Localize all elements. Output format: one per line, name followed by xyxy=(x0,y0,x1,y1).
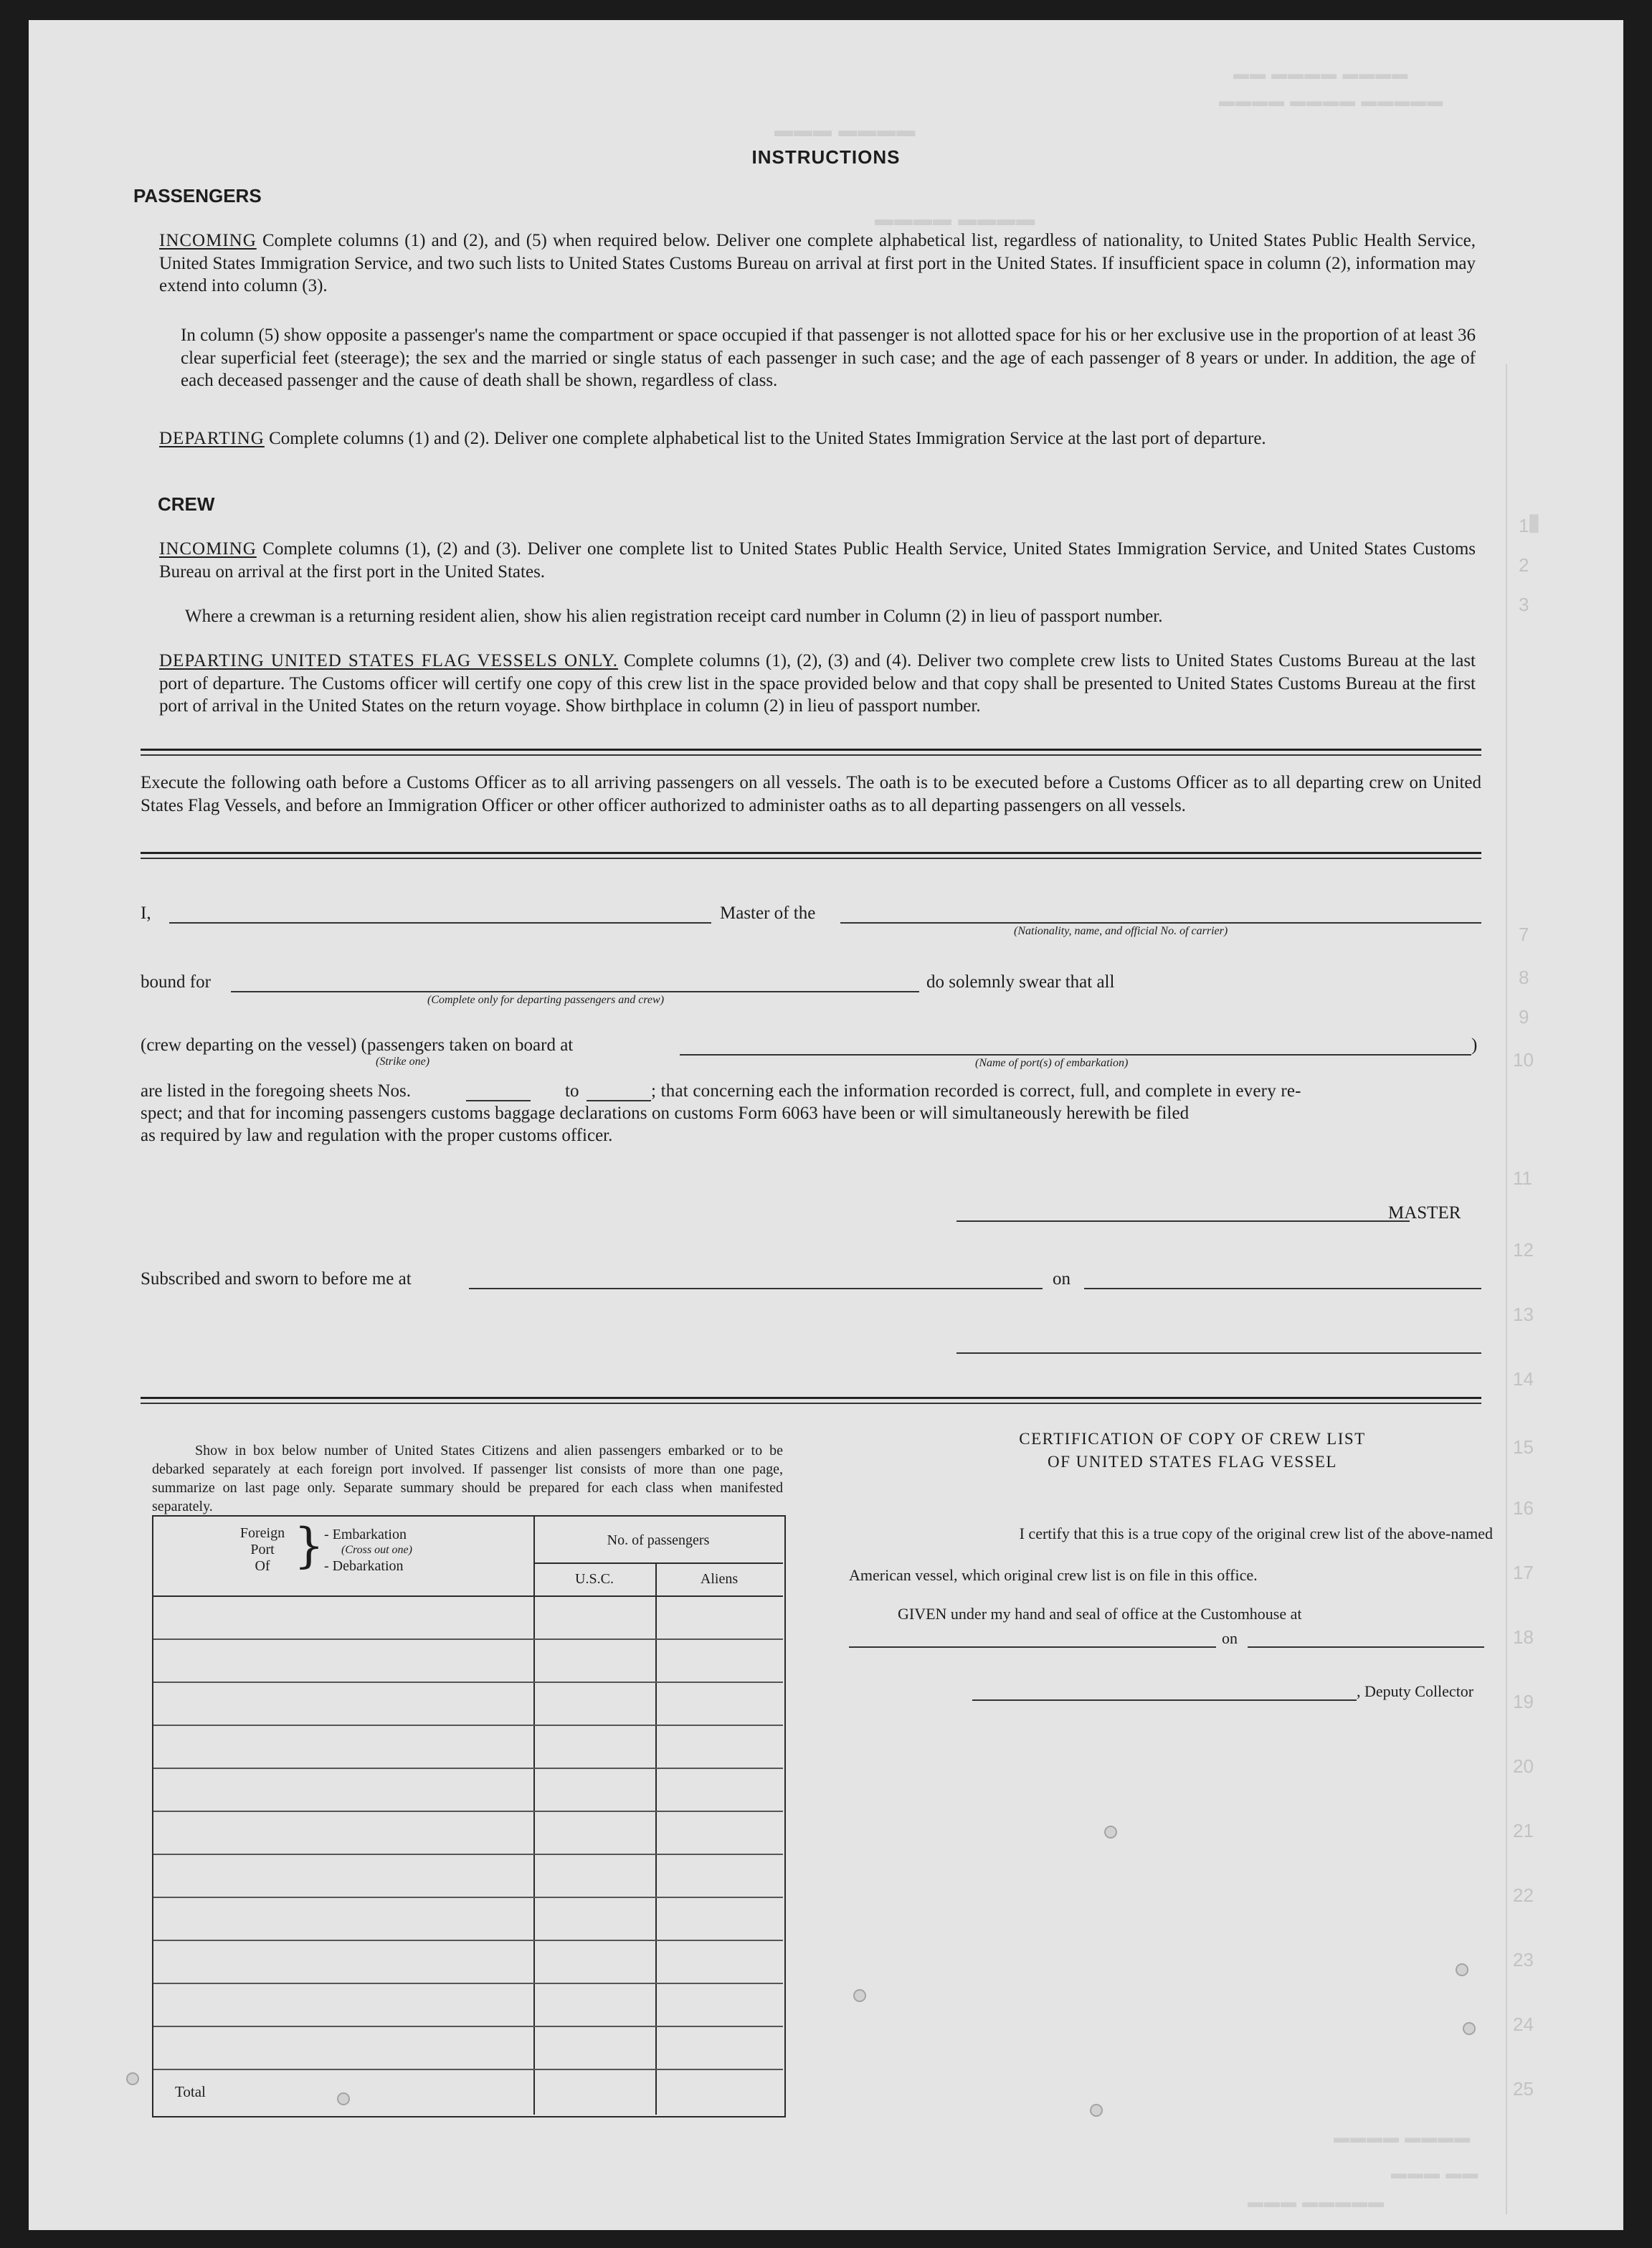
listed-text-d: as required by law and regulation with the proper customs officer. xyxy=(141,1126,613,1145)
bleed-through: ▬▬▬ ▬▬▬▬▬ xyxy=(1248,2193,1385,2211)
brace-icon: } xyxy=(294,1518,324,1573)
bleed-through: ▬▬▬ ▬▬▬▬ xyxy=(774,119,916,141)
departing-text: Complete columns (1) and (2). Deliver one complete alphabetical list to the United States Immigration Service at the last port of departure. xyxy=(264,429,1266,448)
usc-header: U.S.C. xyxy=(575,1571,614,1587)
listed-text-b: ; that concerning each the information recorded is correct, full, and complete in every re- xyxy=(651,1081,1301,1101)
divider xyxy=(141,1397,1481,1399)
deputy-collector-label: , Deputy Collector xyxy=(1357,1682,1474,1700)
aliens-header: Aliens xyxy=(700,1571,739,1587)
bleed-row-number: 20 xyxy=(1513,1755,1534,1777)
bleed-row-number: 2 xyxy=(1519,554,1529,576)
incoming-label: INCOMING xyxy=(159,231,257,250)
bleed-row-number: 12 xyxy=(1513,1239,1534,1261)
port-label: Port xyxy=(250,1542,275,1557)
bleed-through: ▬▬▬▬ ▬▬▬▬ xyxy=(875,208,1036,229)
bleed-row-number: 13 xyxy=(1513,1304,1534,1325)
table-row[interactable] xyxy=(153,1638,783,1640)
crew-incoming-label: INCOMING xyxy=(159,539,257,559)
table-row[interactable] xyxy=(153,1682,783,1683)
bleed-row-number: 16 xyxy=(1513,1497,1534,1519)
crew-departing-label: DEPARTING UNITED STATES FLAG VESSELS ONLY. xyxy=(159,651,619,670)
bleed-row-number: 23 xyxy=(1513,1949,1534,1970)
divider xyxy=(141,1403,1481,1404)
bound-for-field[interactable] xyxy=(231,991,919,992)
scan-speck xyxy=(1463,2022,1476,2035)
master-signature-field[interactable] xyxy=(956,1220,1410,1222)
bound-for-note: (Complete only for departing passengers and crew) xyxy=(427,994,665,1006)
bleed-row-number: 11 xyxy=(1513,1167,1532,1189)
table-row[interactable] xyxy=(153,1897,783,1898)
bleed-row-number: 25 xyxy=(1513,2078,1534,2100)
bleed-row-number: 21 xyxy=(1513,1820,1534,1841)
bleed-row-number: 15 xyxy=(1513,1436,1534,1458)
bleed-row-number: 19 xyxy=(1513,1691,1534,1712)
bleed-row-number: 10 xyxy=(1513,1049,1534,1071)
bleed-row-number: 22 xyxy=(1513,1884,1534,1906)
divider xyxy=(141,749,1481,751)
certification-title-1: CERTIFICATION OF COPY OF CREW LIST xyxy=(1019,1430,1366,1448)
listed-text-c: spect; and that for incoming passengers customs baggage declarations on customs Form 6063 have been or will simultaneously herewith be filed xyxy=(141,1104,1190,1123)
foreign-port-of-label xyxy=(237,1525,288,1575)
table-row[interactable] xyxy=(153,1811,783,1812)
embarkation-label: - Embarkation xyxy=(324,1527,407,1542)
crew-resident-paragraph: Where a crewman is a returning resident alien, show his alien registration receipt card number in Column (2) in lieu of passport number. xyxy=(185,607,1163,626)
bleed-row-number: 17 xyxy=(1513,1562,1534,1583)
departing-label: DEPARTING xyxy=(159,429,265,448)
master-label: MASTER xyxy=(1388,1203,1461,1223)
divider xyxy=(141,858,1481,859)
table-row[interactable] xyxy=(153,2069,783,2070)
table-row[interactable] xyxy=(153,1983,783,1984)
table-row[interactable] xyxy=(153,1768,783,1769)
bleed-row-number: 8 xyxy=(1519,967,1529,988)
bleed-through: ▬▬▬▬ ▬▬▬▬ ▬▬▬▬▬ xyxy=(1219,92,1444,110)
crew-departing-text: Complete columns (1), (2), (3) and (4). Deliver two complete crew lists to United States Customs Bureau at the last port of departure. The Customs officer will certify one copy of this crew list in the space provided below and that copy shall be presented to United States Customs Bureau at the first port of arrival in the United States on the return voyage. Show birthplace in column (2) in lieu of passport number. xyxy=(159,651,1476,716)
listed-text-a: are listed in the foregoing sheets Nos. xyxy=(141,1081,411,1101)
crew-incoming-paragraph xyxy=(159,538,1476,583)
bleed-through: ▬▬ ▬▬▬▬ ▬▬▬▬ xyxy=(1233,65,1409,82)
table-row[interactable] xyxy=(153,1854,783,1855)
passengers-heading: PASSENGERS xyxy=(133,185,262,207)
subscribed-label: Subscribed and sworn to before me at xyxy=(141,1269,412,1289)
sheet-from-field[interactable] xyxy=(466,1100,531,1101)
table-col-divider xyxy=(655,1562,657,2115)
carrier-field[interactable] xyxy=(840,922,1481,924)
form-sheet xyxy=(29,20,1623,2230)
sworn-on-label: on xyxy=(1053,1269,1071,1289)
passengers-column5-paragraph: In column (5) show opposite a passenger's name the compartment or space occupied if that passenger is not allotted space for his or her exclusive use in the proportion of at least 36 clear superficial feet (steerage); the sex and the married or single status of each passenger in such case; and the age of each passenger of 8 years or under. In addition, the age of each deceased passenger and the cause of death shall be shown, regardless of class. xyxy=(181,326,1476,390)
close-paren: ) xyxy=(1471,1035,1478,1055)
certification-title-2: OF UNITED STATES FLAG VESSEL xyxy=(1048,1453,1337,1471)
table-header-divider xyxy=(533,1562,783,1564)
scan-speck xyxy=(1104,1826,1117,1839)
cross-out-note: (Cross out one) xyxy=(341,1544,412,1556)
crew-departing-paragraph xyxy=(159,650,1476,718)
no-passengers-header: No. of passengers xyxy=(607,1532,710,1548)
sheet-to-field[interactable] xyxy=(587,1100,651,1101)
officer-signature-field[interactable] xyxy=(956,1352,1481,1354)
total-label: Total xyxy=(175,2083,206,2100)
crew-incoming-text: Complete columns (1), (2) and (3). Deliver one complete list to United States Public Health Service, United States Immigration Service, and United States Customs Bureau on arrival at the first port in the United States. xyxy=(159,539,1476,582)
bleed-row-number: 7 xyxy=(1519,924,1529,945)
foreign-label: Foreign xyxy=(239,1525,285,1541)
american-vessel-text: American vessel, which original crew list is on file in this office. xyxy=(849,1566,1258,1584)
given-text: GIVEN under my hand and seal of office at the Customhouse at xyxy=(898,1605,1302,1623)
bleed-row-number: 9 xyxy=(1519,1006,1529,1028)
table-header-bottom xyxy=(153,1595,783,1597)
bleed-row-number: 24 xyxy=(1513,2014,1534,2035)
embarkation-port-field[interactable] xyxy=(680,1054,1471,1056)
oath-intro: Execute the following oath before a Customs Officer as to all arriving passengers on all vessels. The oath is to be executed before a Customs Officer as to all departing crew on United States Flag Vessels, and before an Immigration Officer or other officer authorized to administer oaths as to all departing passengers on all vessels. xyxy=(141,773,1481,815)
table-row[interactable] xyxy=(153,1725,783,1726)
scan-speck xyxy=(1456,1963,1468,1976)
scan-speck xyxy=(1090,2104,1103,2117)
certification-on-label: on xyxy=(1222,1629,1238,1647)
page-title: INSTRUCTIONS xyxy=(751,146,901,168)
certify-text: I certify that this is a true copy of the original crew list of the above-named xyxy=(1019,1524,1493,1542)
bleed-row-number: 14 xyxy=(1513,1368,1534,1390)
passengers-departing-paragraph xyxy=(159,427,1476,450)
passenger-summary-table xyxy=(152,1515,786,2117)
incoming-text: Complete columns (1) and (2), and (5) when required below. Deliver one complete alphabetical list, regardless of nationality, to United States Public Health Service, United States Immigration Service, and two such lists to United States Customs Bureau on arrival at first port in the United States. If insufficient space in column (2), information may extend into column (3). xyxy=(159,231,1476,295)
customhouse-field[interactable] xyxy=(849,1646,1216,1648)
bleed-row-number: 1 xyxy=(1519,515,1529,536)
bleed-through: ▬▬▬▬ ▬▬▬▬ xyxy=(1334,2128,1471,2146)
port-note: (Name of port(s) of embarkation) xyxy=(975,1057,1129,1069)
bleed-through: ▮ xyxy=(1527,508,1542,536)
bound-for-label: bound for xyxy=(141,972,211,992)
scan-speck xyxy=(126,2072,139,2085)
scan-speck xyxy=(853,1989,866,2002)
of-label: Of xyxy=(255,1558,270,1574)
carrier-note: (Nationality, name, and official No. of carrier) xyxy=(1014,925,1228,937)
listed-to: to xyxy=(565,1081,579,1101)
master-of-the-label: Master of the xyxy=(720,904,816,923)
crew-heading: CREW xyxy=(158,493,215,515)
bleed-row-number: 3 xyxy=(1519,594,1529,615)
bleed-through: ▬▬▬ ▬▬ xyxy=(1391,2164,1479,2182)
crew-departing-text: (crew departing on the vessel) (passengers taken on board at xyxy=(141,1035,574,1055)
table-row[interactable] xyxy=(153,1940,783,1941)
certification-date-field[interactable] xyxy=(1248,1646,1484,1648)
bleed-column-line xyxy=(1506,364,1507,2214)
table-col-divider xyxy=(533,1517,535,2115)
deputy-signature-field[interactable] xyxy=(972,1699,1357,1701)
sworn-date-field[interactable] xyxy=(1084,1288,1481,1289)
bleed-row-number: 18 xyxy=(1513,1626,1534,1648)
master-name-field[interactable] xyxy=(169,922,711,924)
summary-instructions: Show in box below number of United States Citizens and alien passengers embarked or to be debarked separately at each foreign port involved. If passenger list consists of more than one page, summarize on last page only. Separate summary should be prepared for each class when manifested separately. xyxy=(152,1443,783,1514)
table-row[interactable] xyxy=(153,2026,783,2027)
divider xyxy=(141,852,1481,854)
strike-note: (Strike one) xyxy=(376,1056,430,1068)
oath-i-label: I, xyxy=(141,904,151,923)
sworn-place-field[interactable] xyxy=(469,1288,1043,1289)
divider xyxy=(141,754,1481,756)
passengers-incoming-paragraph xyxy=(159,229,1476,298)
debarkation-label: - Debarkation xyxy=(324,1558,404,1574)
swear-text: do solemnly swear that all xyxy=(926,972,1115,992)
